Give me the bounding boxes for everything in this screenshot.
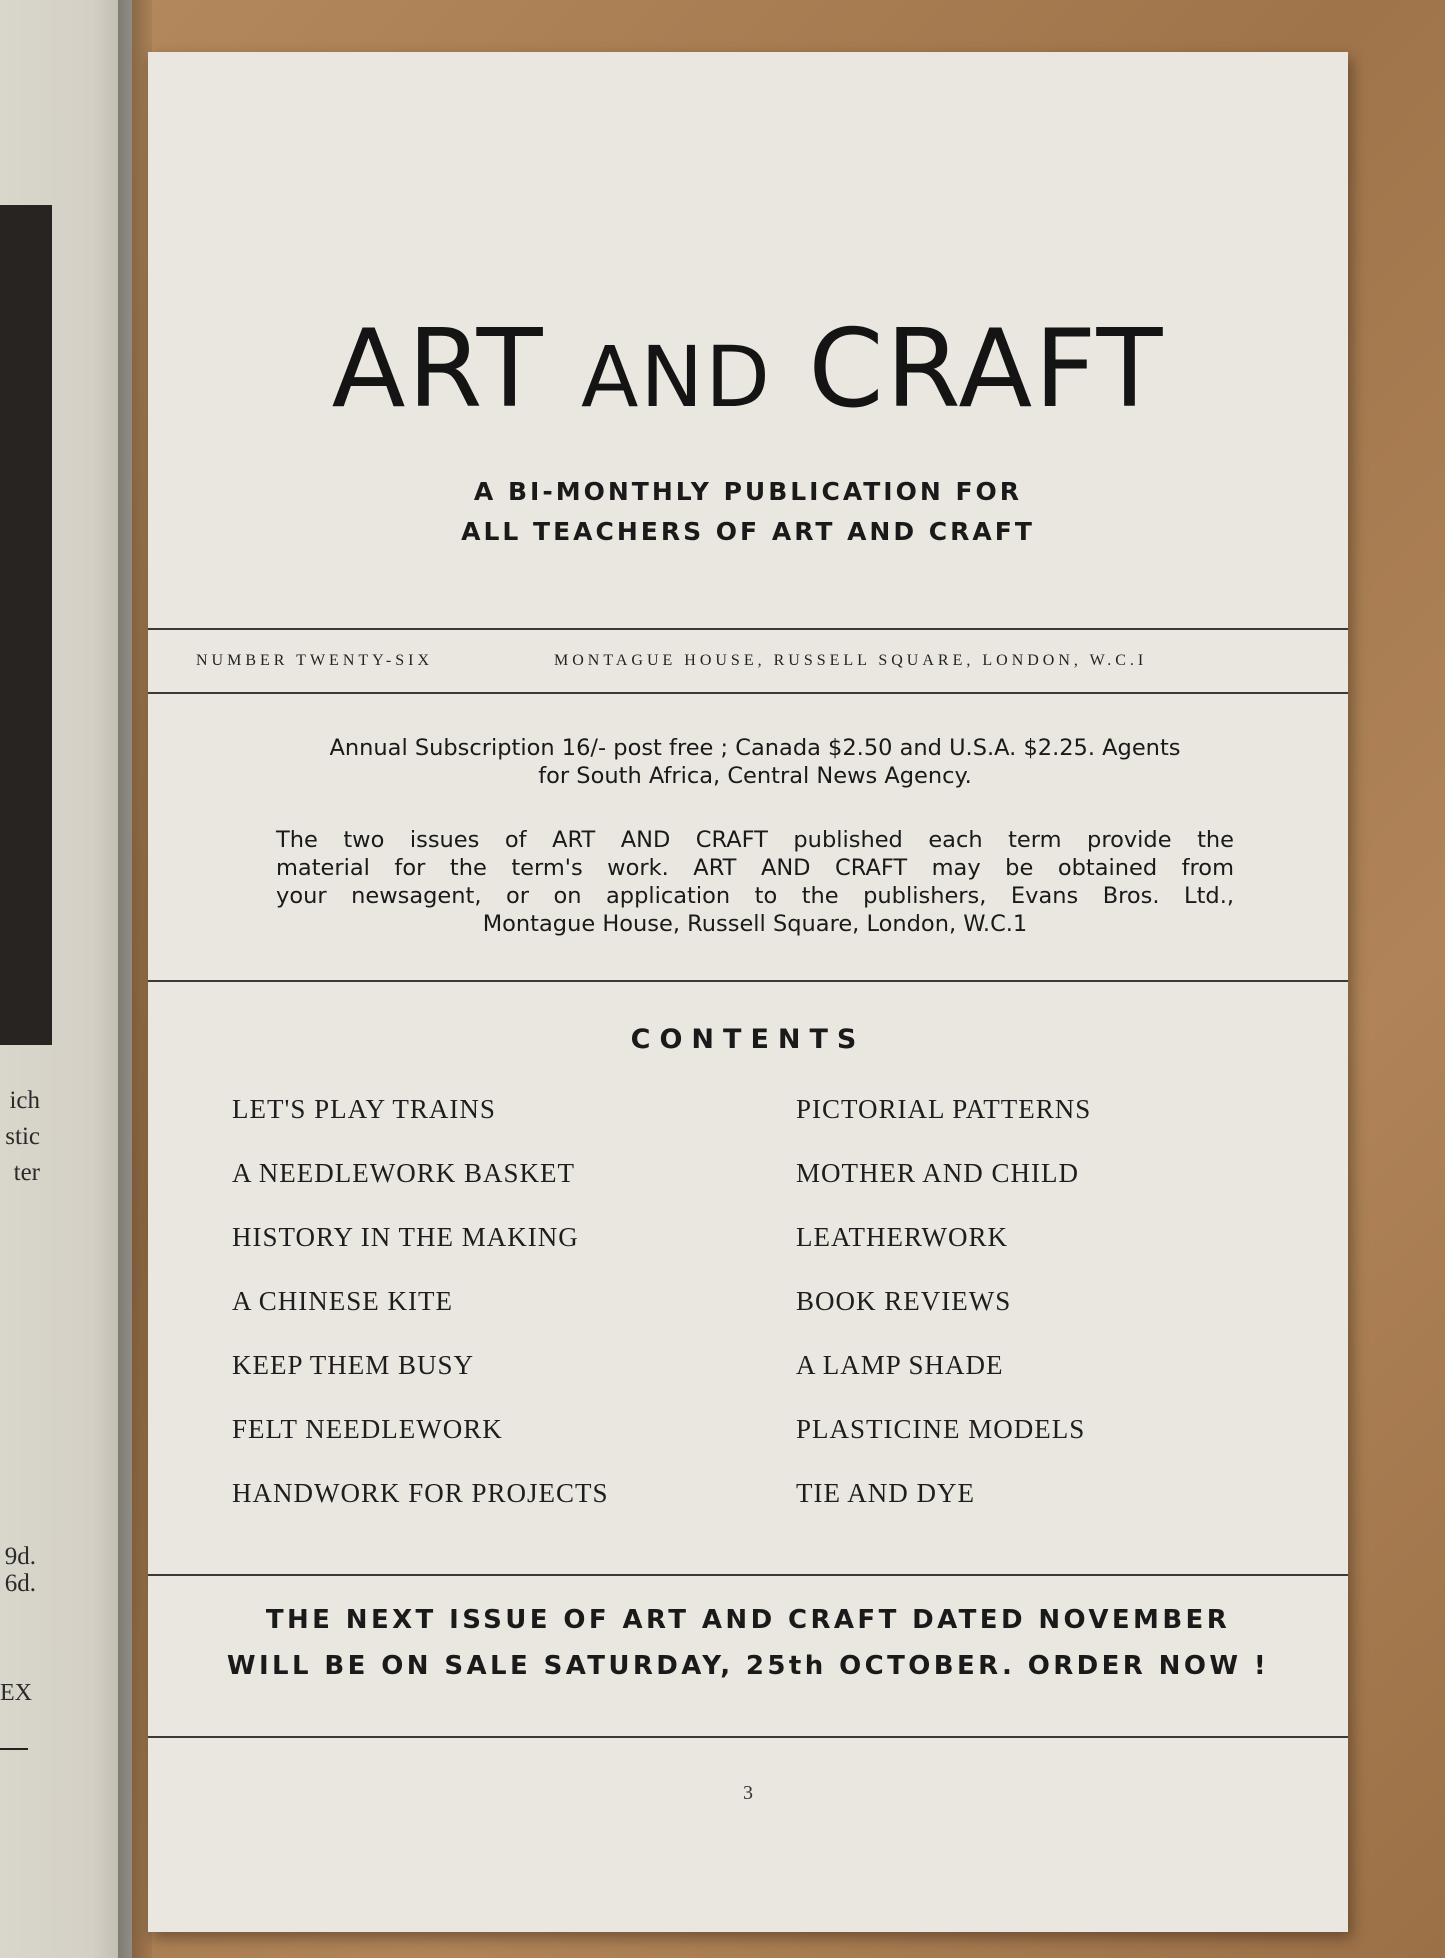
- page-number: 3: [743, 1782, 753, 1804]
- left-price: 6d.: [4, 1570, 36, 1597]
- contents-item: HISTORY IN THE MAKING: [232, 1222, 579, 1252]
- description-line: your newsagent, or on application to the publishers, Evans Bros. Ltd.,: [276, 883, 1234, 909]
- left-facing-page: [0, 0, 132, 1958]
- contents-item: PICTORIAL PATTERNS: [796, 1094, 1092, 1124]
- contents-item: A CHINESE KITE: [232, 1286, 453, 1316]
- notice-line: THE NEXT ISSUE OF ART AND CRAFT DATED NOVEMBER: [265, 1605, 1231, 1635]
- next-issue-notice: [148, 1597, 1348, 1689]
- left-fragment: ich: [9, 1087, 40, 1114]
- left-page-prices: [0, 1543, 36, 1597]
- description-paragraph: [276, 826, 1234, 938]
- contents-item: A NEEDLEWORK BASKET: [232, 1158, 575, 1188]
- left-page-text-fragments: [0, 1083, 40, 1191]
- left-page-bottom-text: EX: [0, 1680, 32, 1706]
- contents-item: LEATHERWORK: [796, 1222, 1008, 1252]
- left-fragment: stic: [5, 1123, 40, 1150]
- title-craft: CRAFT: [808, 307, 1165, 432]
- left-page-rule: [0, 1748, 28, 1750]
- left-fragment: ter: [13, 1159, 40, 1186]
- subscription-line: Annual Subscription 16/- post free ; Canada $2.50 and U.S.A. $2.25. Agents: [329, 735, 1181, 761]
- subscription-line: for South Africa, Central News Agency.: [538, 763, 972, 789]
- magazine-page: [148, 52, 1348, 1932]
- book-gutter-shadow: [118, 0, 152, 1958]
- contents-heading: CONTENTS: [630, 1024, 866, 1055]
- subscription-paragraph: [276, 734, 1234, 790]
- left-price: 9d.: [4, 1543, 36, 1570]
- contents-item: TIE AND DYE: [796, 1478, 975, 1508]
- issue-number: NUMBER TWENTY-SIX: [196, 652, 434, 669]
- divider-rule: [148, 1574, 1348, 1576]
- left-page-photo: [0, 205, 52, 1045]
- description-line: material for the term's work. ART AND CRAFT may be obtained from: [276, 855, 1234, 881]
- notice-line: WILL BE ON SALE SATURDAY, 25th OCTOBER. ORDER NOW !: [226, 1651, 1270, 1681]
- contents-item: A LAMP SHADE: [796, 1350, 1004, 1380]
- page-title: [148, 307, 1348, 437]
- subtitle-line: A BI-MONTHLY PUBLICATION FOR: [473, 477, 1023, 506]
- page-subtitle: [148, 472, 1348, 552]
- contents-item: HANDWORK FOR PROJECTS: [232, 1478, 609, 1508]
- description-line: The two issues of ART AND CRAFT published each term provide the: [276, 827, 1234, 853]
- divider-rule: [148, 628, 1348, 630]
- subtitle-line: ALL TEACHERS OF ART AND CRAFT: [461, 517, 1035, 546]
- contents-item: LET'S PLAY TRAINS: [232, 1094, 496, 1124]
- publisher-address: MONTAGUE HOUSE, RUSSELL SQUARE, LONDON, W.C.I: [554, 652, 1148, 669]
- contents-item: MOTHER AND CHILD: [796, 1158, 1079, 1188]
- contents-left-column: [232, 1092, 609, 1540]
- divider-rule: [148, 692, 1348, 694]
- title-art: ART: [331, 307, 545, 432]
- contents-right-column: [796, 1092, 1091, 1540]
- contents-item: FELT NEEDLEWORK: [232, 1414, 503, 1444]
- contents-item: PLASTICINE MODELS: [796, 1414, 1086, 1444]
- contents-item: KEEP THEM BUSY: [232, 1350, 475, 1380]
- divider-rule: [148, 980, 1348, 982]
- description-line: Montague House, Russell Square, London, W.C.1: [482, 911, 1028, 937]
- title-and: AND: [580, 328, 772, 426]
- contents-item: BOOK REVIEWS: [796, 1286, 1012, 1316]
- divider-rule: [148, 1736, 1348, 1738]
